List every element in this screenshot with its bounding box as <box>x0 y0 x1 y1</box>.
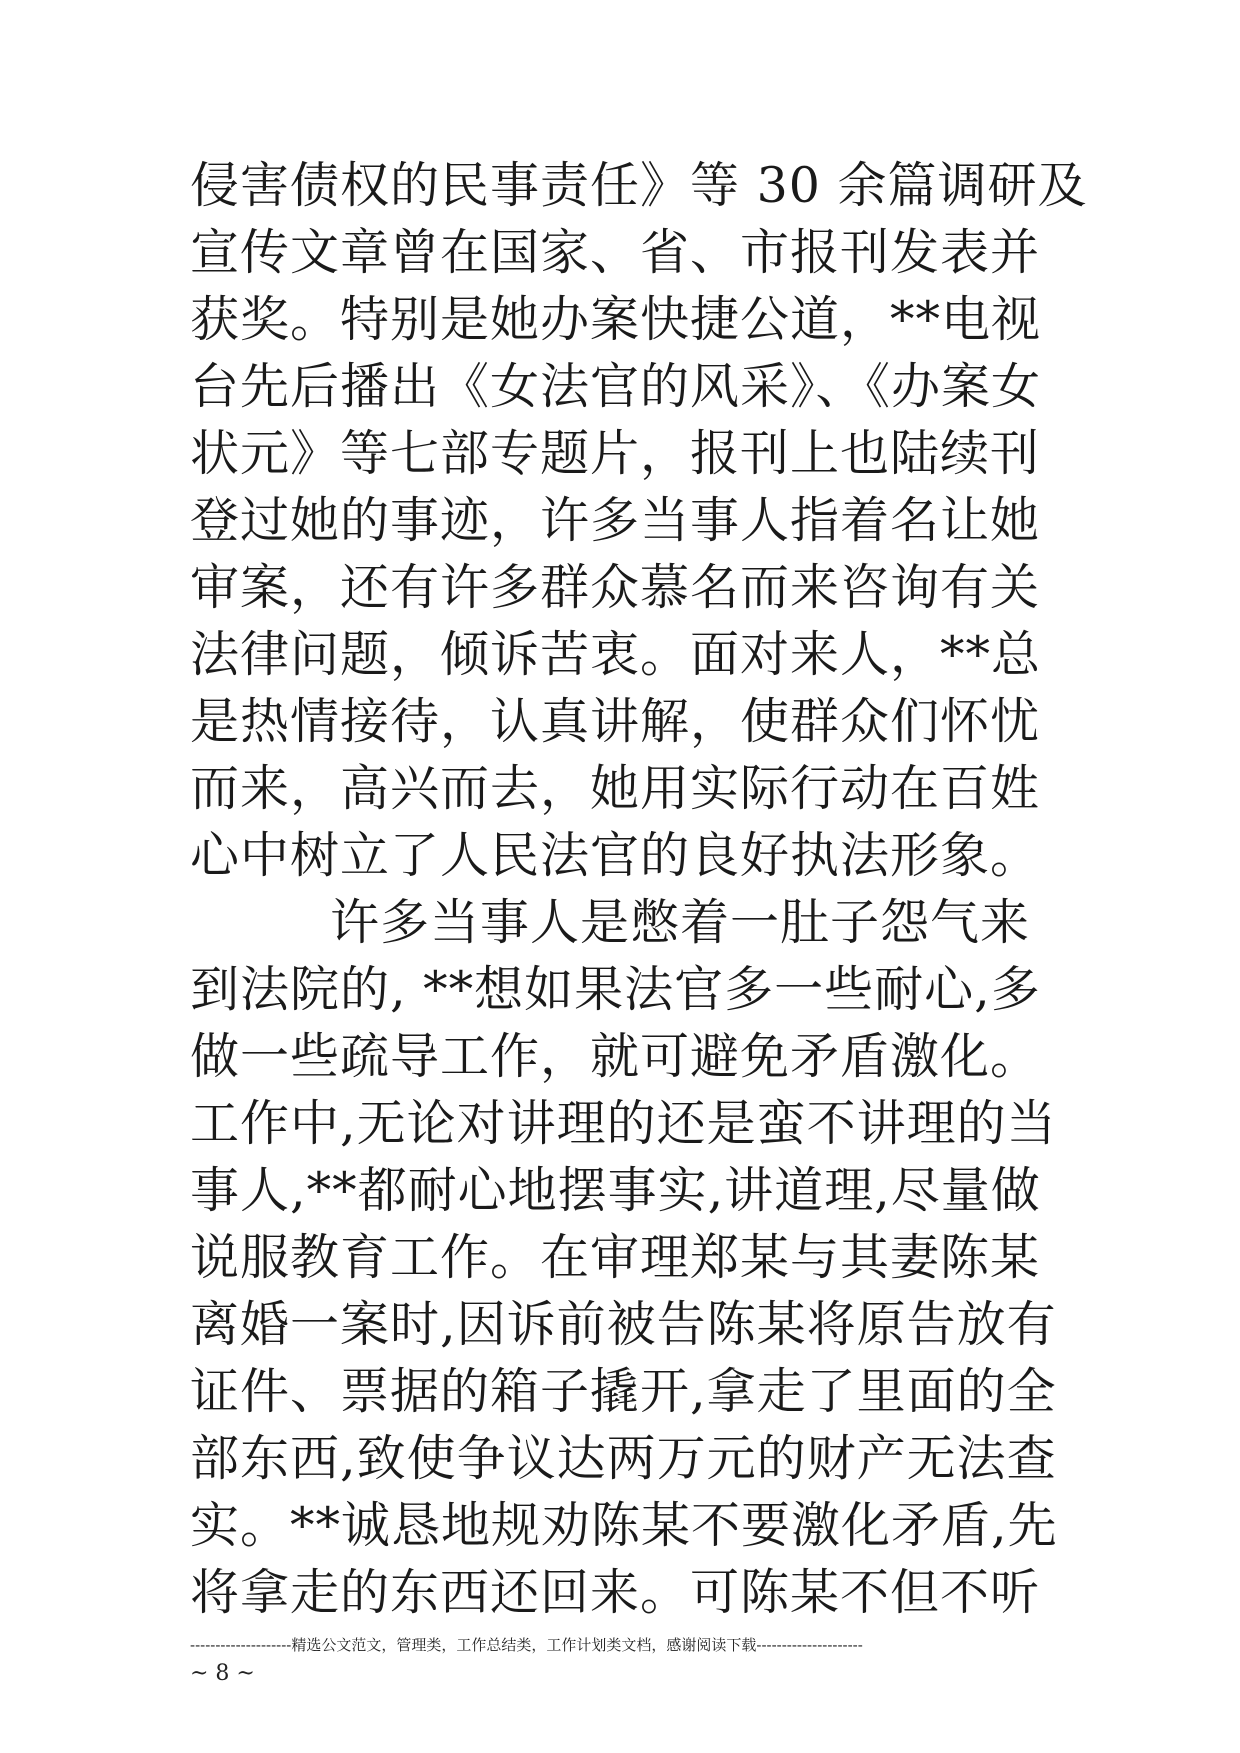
text-line: 实。**诚恳地规劝陈某不要激化矛盾,先 <box>190 1497 1058 1554</box>
text-line: 法律问题，倾诉苦衷。面对来人，**总 <box>190 626 1042 683</box>
text-line: 将拿走的东西还回来。可陈某不但不听 <box>190 1564 1041 1621</box>
text-line: 事人,**都耐心地摆事实,讲道理,尽量做 <box>190 1162 1041 1219</box>
text-line: 宣传文章曾在国家、省、市报刊发表并 <box>190 224 1041 281</box>
body-text <box>190 152 1088 1626</box>
text-line: 侵害债权的民事责任》等 30 余篇调研及 <box>190 157 1088 214</box>
text-line: 台先后播出《女法官的风采》、《办案女 <box>190 358 1042 415</box>
text-line: 登过她的事迹，许多当事人指着名让她 <box>190 492 1041 549</box>
text-line: 工作中,无论对讲理的还是蛮不讲理的当 <box>190 1095 1057 1152</box>
text-line: 是热情接待，认真讲解，使群众们怀忧 <box>190 693 1041 750</box>
paragraph-first-line: 许多当事人是憋着一肚子怨气来 <box>330 894 1031 951</box>
page-number: ~ 8 ~ <box>190 1661 255 1686</box>
text-line: 做一些疏导工作，就可避免矛盾激化。 <box>190 1028 1041 1085</box>
text-line: 说服教育工作。在审理郑某与其妻陈某 <box>190 1229 1041 1286</box>
text-line: 部东西,致使争议达两万元的财产无法查 <box>190 1430 1057 1487</box>
text-line: 审案，还有许多群众慕名而来咨询有关 <box>190 559 1041 616</box>
footer-note: --------------------精选公文范文，管理类，工作总结类，工作计划类文档，感谢阅读下载--------------------- <box>190 1636 863 1654</box>
text-line: 离婚一案时,因诉前被告陈某将原告放有 <box>190 1296 1057 1353</box>
text-line: 而来，高兴而去，她用实际行动在百姓 <box>190 760 1041 817</box>
text-line: 心中树立了人民法官的良好执法形象。 <box>190 827 1041 884</box>
text-line: 证件、票据的箱子撬开,拿走了里面的全 <box>190 1363 1057 1420</box>
text-line: 到法院的, **想如果法官多一些耐心,多 <box>190 961 1041 1018</box>
text-line: 获奖。特别是她办案快捷公道，**电视 <box>190 291 1042 348</box>
text-line: 状元》等七部专题片，报刊上也陆续刊 <box>190 425 1041 482</box>
